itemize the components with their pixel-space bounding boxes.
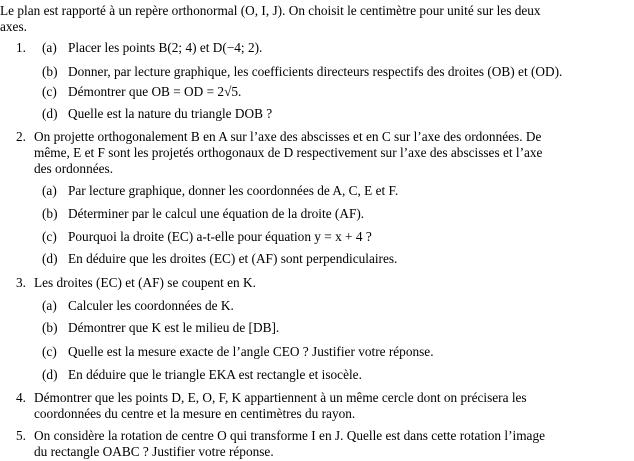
subquestion-letter: (d) — [42, 367, 58, 382]
question-text: coordonnées du centre et la mesure en centimètres du rayon. — [34, 406, 356, 421]
question-number: 3. — [16, 275, 26, 290]
subquestion-letter: (b) — [42, 320, 58, 335]
question-text: même, E et F sont les projetés orthogonaux de D respectivement sur l’axe des abscisses et l’axe — [34, 145, 543, 160]
subquestion-text: Par lecture graphique, donner les coordonnées de A, C, E et F. — [68, 183, 399, 198]
subquestion-text: Quelle est la mesure exacte de l’angle CEO ? Justifier votre réponse. — [68, 344, 434, 359]
subquestion-letter: (a) — [42, 183, 57, 198]
subquestion-letter: (b) — [42, 64, 58, 79]
subquestion-letter: (d) — [42, 251, 58, 266]
question-text: du rectangle OABC ? Justifier votre réponse. — [34, 444, 274, 459]
subquestion-text: Démontrer que K est le milieu de [DB]. — [68, 320, 280, 335]
subquestion-text: En déduire que le triangle EKA est rectangle et isocèle. — [68, 367, 362, 382]
question-text: Démontrer que les points D, E, O, F, K appartiennent à un même cercle dont on précisera les — [34, 390, 527, 405]
subquestion-letter: (c) — [42, 229, 57, 244]
subquestion-text: Déterminer par le calcul une équation de la droite (AF). — [68, 206, 365, 221]
intro-line: axes. — [0, 19, 27, 34]
subquestion-letter: (c) — [42, 344, 57, 359]
subquestion-text: Calculer les coordonnées de K. — [68, 298, 234, 313]
subquestion-text: Placer les points B(2; 4) et D(−4; 2). — [68, 40, 263, 55]
intro-line: Le plan est rapporté à un repère orthonormal (O, I, J). On choisit le centimètre pour unité sur les deux — [0, 3, 541, 18]
subquestion-letter: (a) — [42, 40, 57, 55]
subquestion-text: Démontrer que OB = OD = 2√5. — [68, 84, 242, 99]
subquestion-letter: (b) — [42, 206, 58, 221]
subquestion-letter: (a) — [42, 298, 57, 313]
subquestion-letter: (d) — [42, 106, 58, 121]
question-number: 2. — [16, 129, 26, 144]
subquestion-text: Quelle est la nature du triangle DOB ? — [68, 106, 273, 121]
subquestion-text: Pourquoi la droite (EC) a-t-elle pour équation y = x + 4 ? — [68, 229, 372, 244]
question-text: des ordonnées. — [34, 161, 114, 176]
question-text: On projette orthogonalement B en A sur l’axe des abscisses et en C sur l’axe des ordonnées. De — [34, 129, 542, 144]
subquestion-text: Donner, par lecture graphique, les coefficients directeurs respectifs des droites (OB) et (OD). — [68, 64, 563, 79]
subquestion-letter: (c) — [42, 84, 57, 99]
subquestion-text: En déduire que les droites (EC) et (AF) sont perpendiculaires. — [68, 251, 398, 266]
question-text: On considère la rotation de centre O qui transforme I en J. Quelle est dans cette rotation l’image — [34, 428, 546, 443]
question-number: 1. — [16, 40, 26, 55]
question-number: 5. — [16, 428, 26, 443]
question-number: 4. — [16, 390, 26, 405]
question-text: Les droites (EC) et (AF) se coupent en K. — [34, 275, 256, 290]
